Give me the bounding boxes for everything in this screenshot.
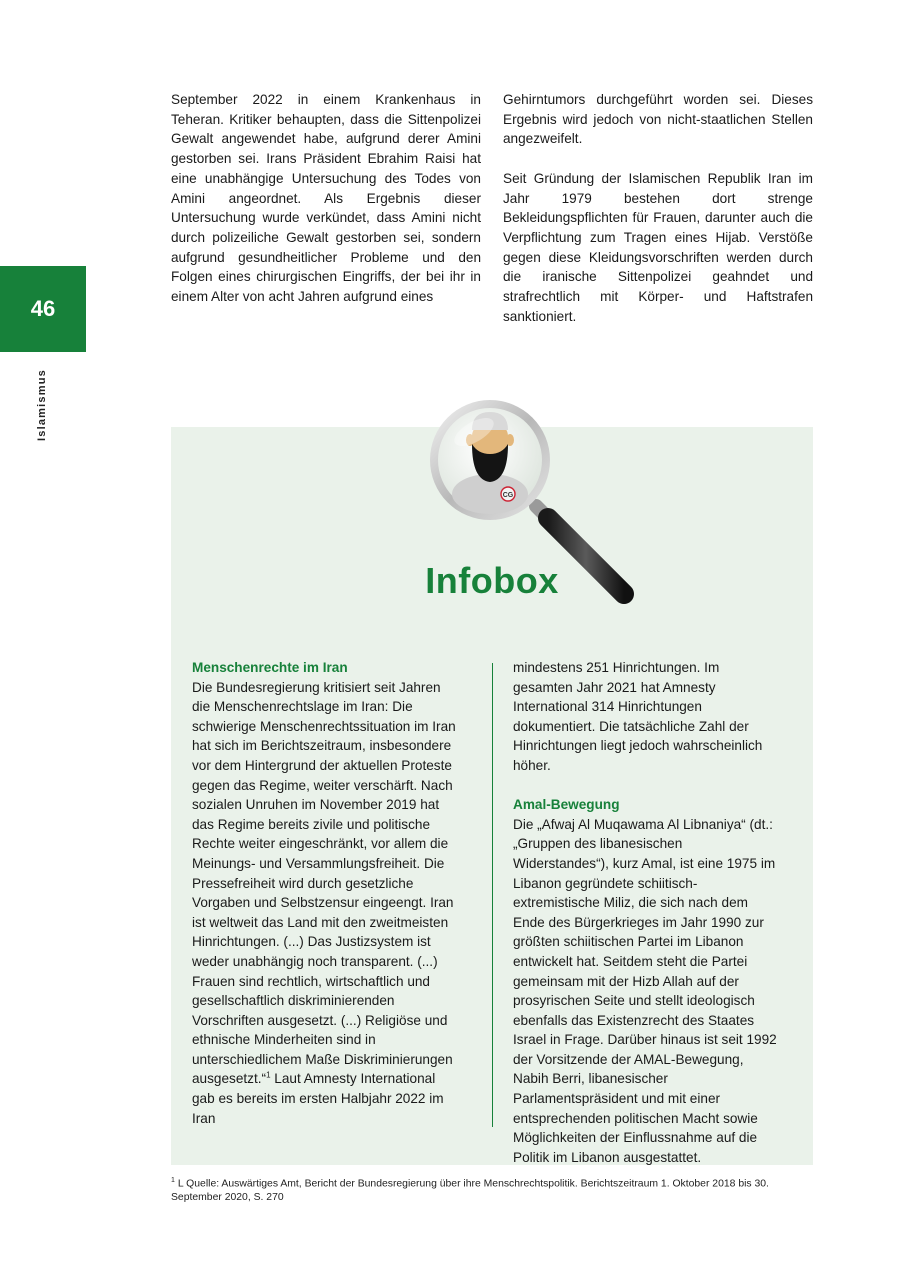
- infobox-right-column: [513, 658, 781, 1167]
- paragraph: Seit Gründung der Islamischen Republik Iran im Jahr 1979 bestehen dort strenge Bekleidungspflichten für Frauen, darunter auch die Verpflichtung zum Tragen eines Hijab. Verstöße gegen diese Kleidungsvorschriften werden durch die iranische Sittenpolizei geahndet und strafrechtlich mit Körper- und Haftstrafen sanktioniert.: [503, 170, 813, 324]
- paragraph-text: Die Bundesregierung kritisiert seit Jahren die Menschenrechtslage im Iran: Die schwierige Menschenrechtssituation im Iran hat sich im Berichtszeitraum, insbesondere vor dem Hintergrund der aktuellen Proteste gegen das Regime, weiter verschärft. Nach sozialen Unruhen im November 2019 hat das Regime bereits zivile und politische Rechte weiter eingeschränkt, vor allem die Meinungs- und Versammlungsfreiheit. Die Pressefreiheit wird durch gesetzliche Vorgaben und Selbstzensur eingeengt. Iran ist weltweit das Land mit den zweitmeisten Hinrichtungen. (...) Das Justizsystem ist weder unabhängig noch transparent. (...) Frauen sind rechtlich, wirtschaftlich und gesellschaftlich diskriminierenden Vorschriften ausgesetzt. (...) Religiöse und ethnische Minderheiten sind in unterschiedlichem Maße Diskriminierungen ausgesetzt.“: [192, 679, 456, 1087]
- page-number-tab: [0, 266, 86, 352]
- footnote: [171, 1174, 811, 1205]
- paragraph: [192, 678, 460, 1129]
- section-heading: Amal-Bewegung: [513, 797, 620, 813]
- footnote-text: L Quelle: Auswärtiges Amt, Bericht der Bundesregierung über ihre Menschrechtspolitik. Berichtszeitraum 1. Oktober 2018 bis 30. September 2020, S. 270: [171, 1178, 769, 1204]
- top-text-left-column: [171, 90, 481, 326]
- page-number: 46: [30, 296, 56, 321]
- paragraph-text: Laut Amnesty International gab es bereits im ersten Halbjahr 2022 im Iran: [192, 1071, 444, 1126]
- top-text-right-column: [503, 90, 813, 346]
- footnote-mark: 1: [171, 1177, 175, 1184]
- infobox-left-column: [192, 658, 460, 1128]
- paragraph: Die „Afwaj Al Muqawama Al Libnaniya“ (dt.: „Gruppen des libanesischen Widerstandes“), kurz Amal, ist eine 1975 im Libanon gegründete schiitisch-extremistische Miliz, die sich nach dem Ende des Bürgerkrieges im Jahr 1990 zur größten schiitischen Partei im Libanon entwickelt hat. Seitdem steht die Partei gemeinsam mit der Hizb Allah auf der prosyrischen Seite und stellt ideologisch ebenfalls das Existenzrecht des Staates Israel in Frage. Darüber hinaus ist seit 1992 der Vorsitzende der AMAL-Bewegung, Nabih Berri, libanesischer Parlamentspräsident und mit einer entsprechenden politischen Macht sowie Möglichkeiten der Einflussnahme auf die Politik im Libanon ausgestattet.: [513, 816, 777, 1165]
- column-divider: [492, 663, 493, 1127]
- paragraph: Gehirntumors durchgeführt worden sei. Dieses Ergebnis wird jedoch von nicht-staatlichen Stellen angezweifelt.: [503, 92, 813, 147]
- badge-label: CG: [502, 492, 514, 499]
- infobox-title: Infobox: [425, 560, 559, 601]
- section-heading: Menschenrechte im Iran: [192, 660, 348, 675]
- footnote-ref: 1: [266, 1070, 271, 1080]
- paragraph: September 2022 in einem Krankenhaus in Teheran. Kritiker behaupten, dass die Sittenpolizei Gewalt angewendet habe, aufgrund derer Amini gestorben sei. Irans Präsident Ebrahim Raisi hat eine unabhängige Untersuchung des Todes von Amini angeordnet. Als Ergebnis dieser Untersuchung wurde verkündet, dass Amini nicht durch polizeiliche Gewalt gestorben sei, sondern aufgrund gesundheitlicher Probleme und den Folgen eines chirurgischen Eingriffs, der bei ihr in einem Alter von acht Jahren aufgrund eines: [171, 92, 481, 305]
- paragraph: mindestens 251 Hinrichtungen. Im gesamten Jahr 2021 hat Amnesty International 314 Hinrichtungen dokumentiert. Die tatsächliche Zahl der Hinrichtungen liegt jedoch wahrscheinlich höher.: [513, 660, 763, 773]
- section-label: Islamismus: [36, 369, 48, 441]
